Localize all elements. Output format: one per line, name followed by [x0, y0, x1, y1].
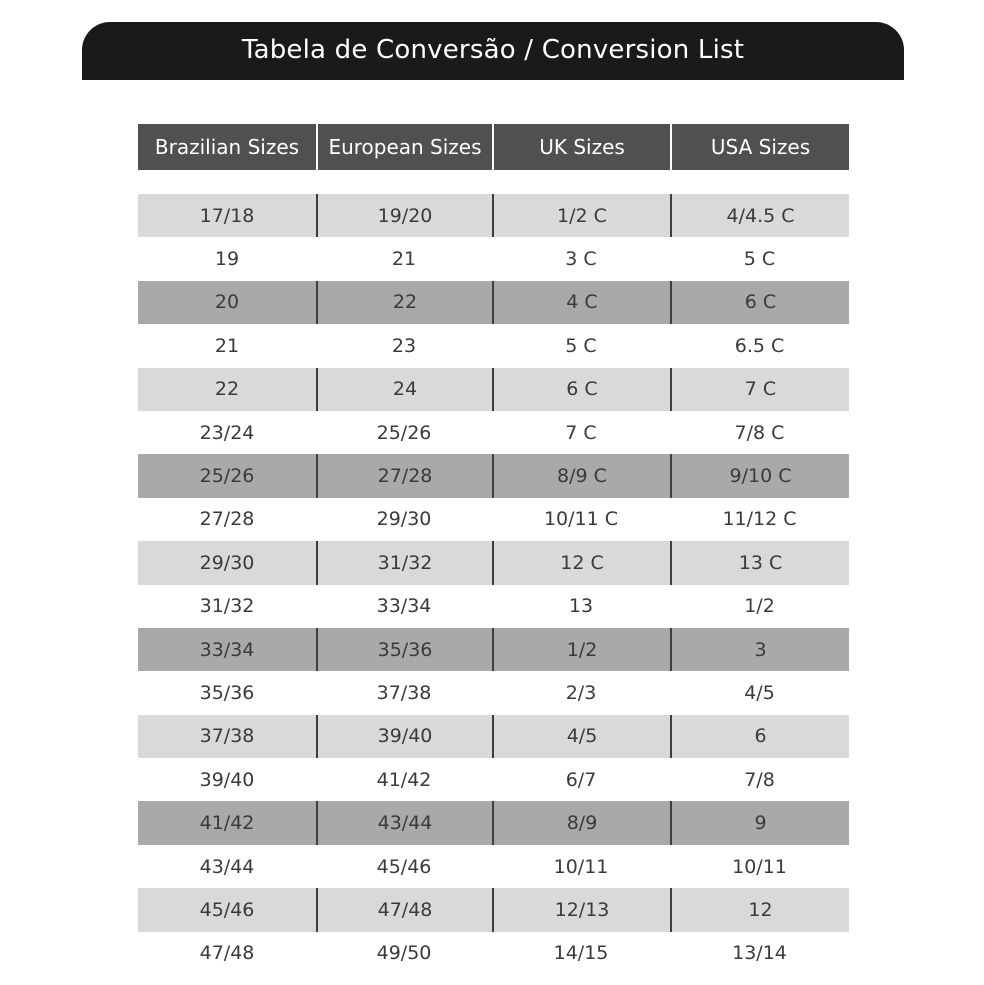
table-cell: 12/13 — [492, 888, 670, 931]
table-cell: 27/28 — [199, 508, 255, 531]
table-cell: 1/2 C — [492, 194, 670, 237]
table-cell: 7 C — [670, 368, 849, 411]
table-cell: 49/50 — [376, 942, 432, 965]
table-cell: 13 — [568, 595, 594, 618]
table-cell: 31/32 — [199, 595, 255, 618]
table-cell: 10/11 C — [543, 508, 619, 531]
table-cell: 35/36 — [199, 681, 255, 704]
table-row — [138, 454, 849, 497]
table-cell: 23 — [391, 334, 417, 357]
table-cell: 29/30 — [199, 551, 255, 574]
table-cell: 21 — [214, 334, 240, 357]
table-cell: 6 — [670, 715, 849, 758]
table-row — [138, 194, 849, 237]
table-cell: 9/10 C — [670, 454, 849, 497]
table-cell: 41/42 — [376, 768, 432, 791]
header-european-sizes: European Sizes — [316, 124, 492, 170]
table-cell: 3 — [670, 628, 849, 671]
table-cell: 19 — [214, 248, 240, 271]
table-cell: 7 C — [565, 421, 597, 444]
table-cell: 22 — [316, 281, 492, 324]
table-cell: 4/5 — [492, 715, 670, 758]
table-cell: 45/46 — [199, 898, 255, 921]
table-cell: 5 C — [743, 248, 776, 271]
table-header-row — [138, 124, 849, 170]
table-row — [138, 237, 849, 280]
table-cell: 11/12 C — [722, 508, 797, 531]
table-cell: 43/44 — [199, 855, 255, 878]
table-row — [138, 281, 849, 324]
table-cell: 6 C — [492, 368, 670, 411]
table-cell: 45/46 — [376, 855, 432, 878]
table-row — [138, 715, 849, 758]
header-brazilian-sizes: Brazilian Sizes — [154, 135, 300, 159]
table-cell: 6/7 — [565, 768, 597, 791]
table-cell: 22 — [214, 378, 240, 401]
table-cell: 33/34 — [376, 595, 432, 618]
header-spacer — [138, 170, 849, 194]
table-cell: 31/32 — [316, 541, 492, 584]
table-cell: 29/30 — [376, 508, 432, 531]
table-cell: 8/9 C — [492, 454, 670, 497]
table-row — [138, 671, 849, 714]
table-row — [138, 932, 849, 975]
table-cell: 39/40 — [199, 768, 255, 791]
table-cell: 33/34 — [199, 638, 255, 661]
table-cell: 37/38 — [199, 725, 255, 748]
table-cell: 12 C — [492, 541, 670, 584]
table-cell: 12 — [670, 888, 849, 931]
table-cell: 8/9 — [492, 801, 670, 844]
table-cell: 1/2 — [744, 595, 775, 618]
page-title: Tabela de Conversão / Conversion List — [82, 22, 904, 77]
table-cell: 2/3 — [565, 681, 597, 704]
table-cell: 4/5 — [744, 681, 775, 704]
table-cell: 24 — [316, 368, 492, 411]
table-cell: 20 — [214, 291, 240, 314]
table-row — [138, 541, 849, 584]
table-cell: 41/42 — [199, 812, 255, 835]
table-cell: 19/20 — [316, 194, 492, 237]
table-cell: 13 C — [670, 541, 849, 584]
table-cell: 25/26 — [376, 421, 432, 444]
table-cell: 1/2 — [492, 628, 670, 671]
table-row — [138, 628, 849, 671]
table-cell: 43/44 — [316, 801, 492, 844]
header-uk-sizes: UK Sizes — [492, 124, 670, 170]
table-cell: 3 C — [565, 248, 597, 271]
table-cell: 6.5 C — [734, 334, 785, 357]
table-cell: 37/38 — [376, 681, 432, 704]
table-cell: 17/18 — [199, 204, 255, 227]
table-cell: 27/28 — [316, 454, 492, 497]
table-cell: 10/11 — [553, 855, 609, 878]
size-conversion-table — [138, 124, 849, 975]
table-cell: 47/48 — [316, 888, 492, 931]
table-cell: 10/11 — [732, 855, 787, 878]
table-body — [138, 194, 849, 975]
table-cell: 25/26 — [199, 465, 255, 488]
table-row — [138, 758, 849, 801]
table-cell: 6 C — [670, 281, 849, 324]
table-cell: 21 — [391, 248, 417, 271]
table-cell: 5 C — [565, 334, 597, 357]
table-cell: 7/8 — [744, 768, 775, 791]
table-cell: 9 — [670, 801, 849, 844]
header-usa-sizes: USA Sizes — [670, 124, 849, 170]
table-cell: 7/8 C — [734, 421, 785, 444]
table-row — [138, 585, 849, 628]
table-cell: 13/14 — [732, 942, 787, 965]
table-row — [138, 368, 849, 411]
table-cell: 14/15 — [553, 942, 609, 965]
table-row — [138, 888, 849, 931]
table-row — [138, 324, 849, 367]
table-row — [138, 845, 849, 888]
table-cell: 23/24 — [199, 421, 255, 444]
table-row — [138, 801, 849, 844]
table-row — [138, 498, 849, 541]
table-cell: 4 C — [492, 281, 670, 324]
table-cell: 35/36 — [316, 628, 492, 671]
table-row — [138, 411, 849, 454]
table-cell: 4/4.5 C — [670, 194, 849, 237]
table-cell: 47/48 — [199, 942, 255, 965]
table-cell: 39/40 — [316, 715, 492, 758]
